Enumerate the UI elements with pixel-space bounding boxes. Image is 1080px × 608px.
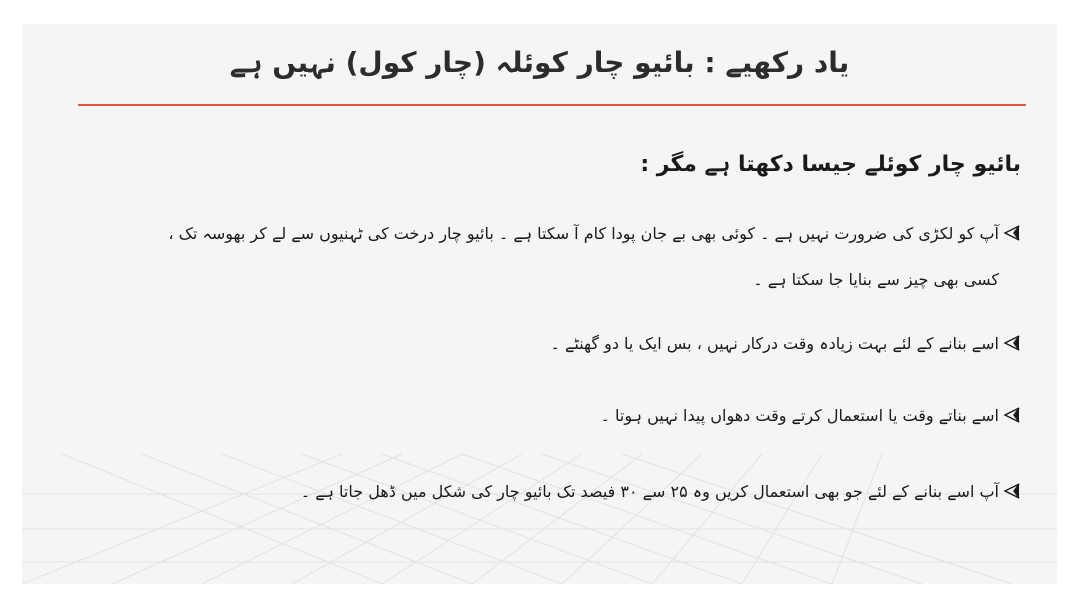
bullet-list — [51, 220, 1021, 506]
bullet-item — [51, 402, 1021, 430]
bullet-text: اسے بناتے وقت یا استعمال کرتے وقت دھواں پیدا نہیں ہوتا ۔ — [600, 406, 999, 425]
bullet-text: اسے بنانے کے لئے بہت زیادہ وقت درکار نہیں ، بس ایک یا دو گھنٹے ۔ — [550, 334, 999, 353]
bullet-text: آپ اسے بنانے کے لئے جو بھی استعمال کریں وہ ۲۵ سے ۳۰ فیصد تک بائیو چار کی شکل میں ڈھل جاتا ہے ۔ — [300, 482, 999, 501]
bullet-item — [51, 478, 1021, 506]
arrow-bullet-icon — [1003, 224, 1021, 242]
bullet-item — [51, 220, 1021, 294]
arrow-bullet-icon — [1003, 406, 1021, 424]
arrow-bullet-icon — [1003, 334, 1021, 352]
arrow-bullet-icon — [1003, 482, 1021, 500]
slide-title: یاد رکھیے : بائیو چار کوئلہ (چار کول) نہیں ہے — [229, 46, 850, 79]
bullet-text: آپ کو لکڑی کی ضرورت نہیں ہے ۔ کوئی بھی بے جان پودا کام آ سکتا ہے ۔ بائیو چار درخت کی ٹہنیوں سے لے کر بھوسہ تک ، — [168, 224, 999, 243]
title-divider — [78, 104, 1026, 106]
subheading: بائیو چار کوئلے جیسا دکھتا ہے مگر : — [640, 152, 1021, 177]
slide — [22, 24, 1057, 584]
bullet-text-continued: کسی بھی چیز سے بنایا جا سکتا ہے ۔ — [753, 270, 999, 289]
bullet-item — [51, 330, 1021, 358]
